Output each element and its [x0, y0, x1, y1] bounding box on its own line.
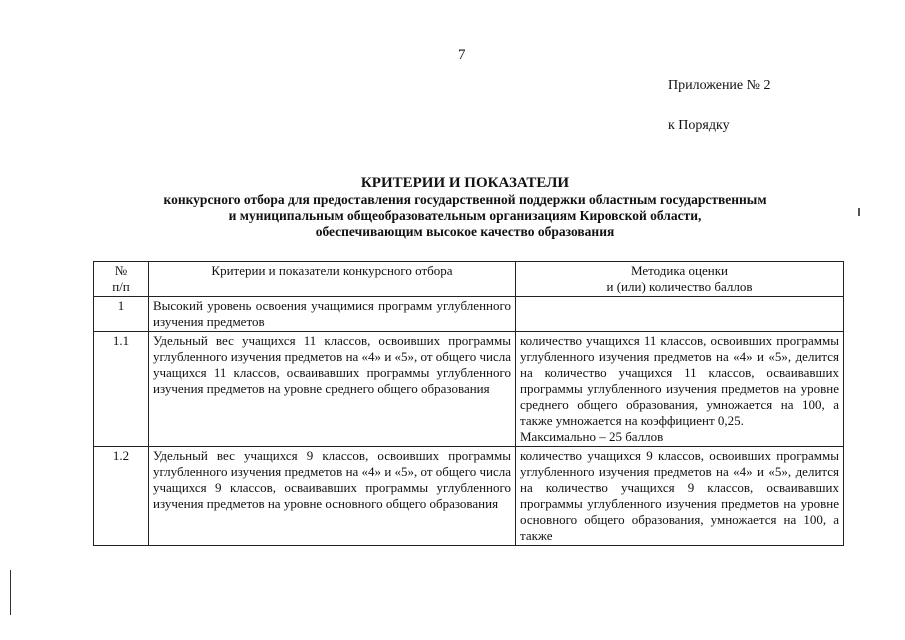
- document-title: КРИТЕРИИ И ПОКАЗАТЕЛИ: [360, 175, 570, 191]
- row-criteria: Удельный вес учащихся 11 классов, освоивших программы углубленного изучения предметов на «4» и «5», от общего числа учащихся 11 классов, осваивавших программы углубленного изучения предметов на уровне среднего общего образования: [149, 332, 516, 447]
- row-method-max-score: Максимально – 25 баллов: [520, 429, 664, 444]
- header-number: [94, 262, 149, 297]
- row-criteria: Высокий уровень освоения учащимися программ углубленного изучения предметов: [149, 297, 516, 332]
- appendix-reference: к Порядку: [668, 118, 730, 133]
- table-row: [94, 297, 844, 332]
- header-method: [516, 262, 844, 297]
- table-header-row: [94, 262, 844, 297]
- page-number: 7: [458, 47, 466, 63]
- document-subtitle-line-3: обеспечивающим высокое качество образования: [315, 224, 615, 239]
- scan-artifact-line: [10, 570, 11, 615]
- table-row: [94, 332, 844, 447]
- header-number-line-2: п/п: [112, 279, 130, 294]
- header-number-line-1: №: [114, 263, 128, 278]
- table-row: [94, 447, 844, 546]
- row-criteria: Удельный вес учащихся 9 классов, освоивших программы углубленного изучения предметов на «4» и «5», от общего числа учащихся 9 классов, осваивавших программы углубленного изучения предметов на уровне основного общего образования: [149, 447, 516, 546]
- header-method-line-2: и (или) количество баллов: [606, 279, 753, 294]
- document-title-block: [100, 174, 830, 240]
- row-method: [516, 297, 844, 332]
- row-number: 1: [94, 297, 149, 332]
- row-number: 1.1: [94, 332, 149, 447]
- criteria-table: [93, 261, 844, 546]
- appendix-label: Приложение № 2: [668, 78, 771, 93]
- document-subtitle-line-2: и муниципальным общеобразовательным организациям Кировской области,: [228, 208, 702, 223]
- row-method-text: количество учащихся 11 классов, освоивших программы углубленного изучения предметов на «4» и «5», делится на количество учащихся 11 классов, осваивавших программы углубленного изучения предметов на уровне среднего общего образования, умножается на 100, а также умножается на коэффициент 0,25.: [520, 333, 839, 428]
- row-method: количество учащихся 9 классов, освоивших программы углубленного изучения предметов на «4» и «5», делится на количество учащихся 9 классов, осваивавших программы углубленного изучения предметов на уровне основного общего образования, умножается на 100, а также: [516, 447, 844, 546]
- row-number: 1.2: [94, 447, 149, 546]
- scan-artifact-dot: [858, 208, 860, 216]
- row-method: [516, 332, 844, 447]
- header-method-line-1: Методика оценки: [631, 263, 728, 278]
- header-criteria: Критерии и показатели конкурсного отбора: [149, 262, 516, 297]
- document-subtitle-line-1: конкурсного отбора для предоставления государственной поддержки областным государственным: [163, 192, 767, 207]
